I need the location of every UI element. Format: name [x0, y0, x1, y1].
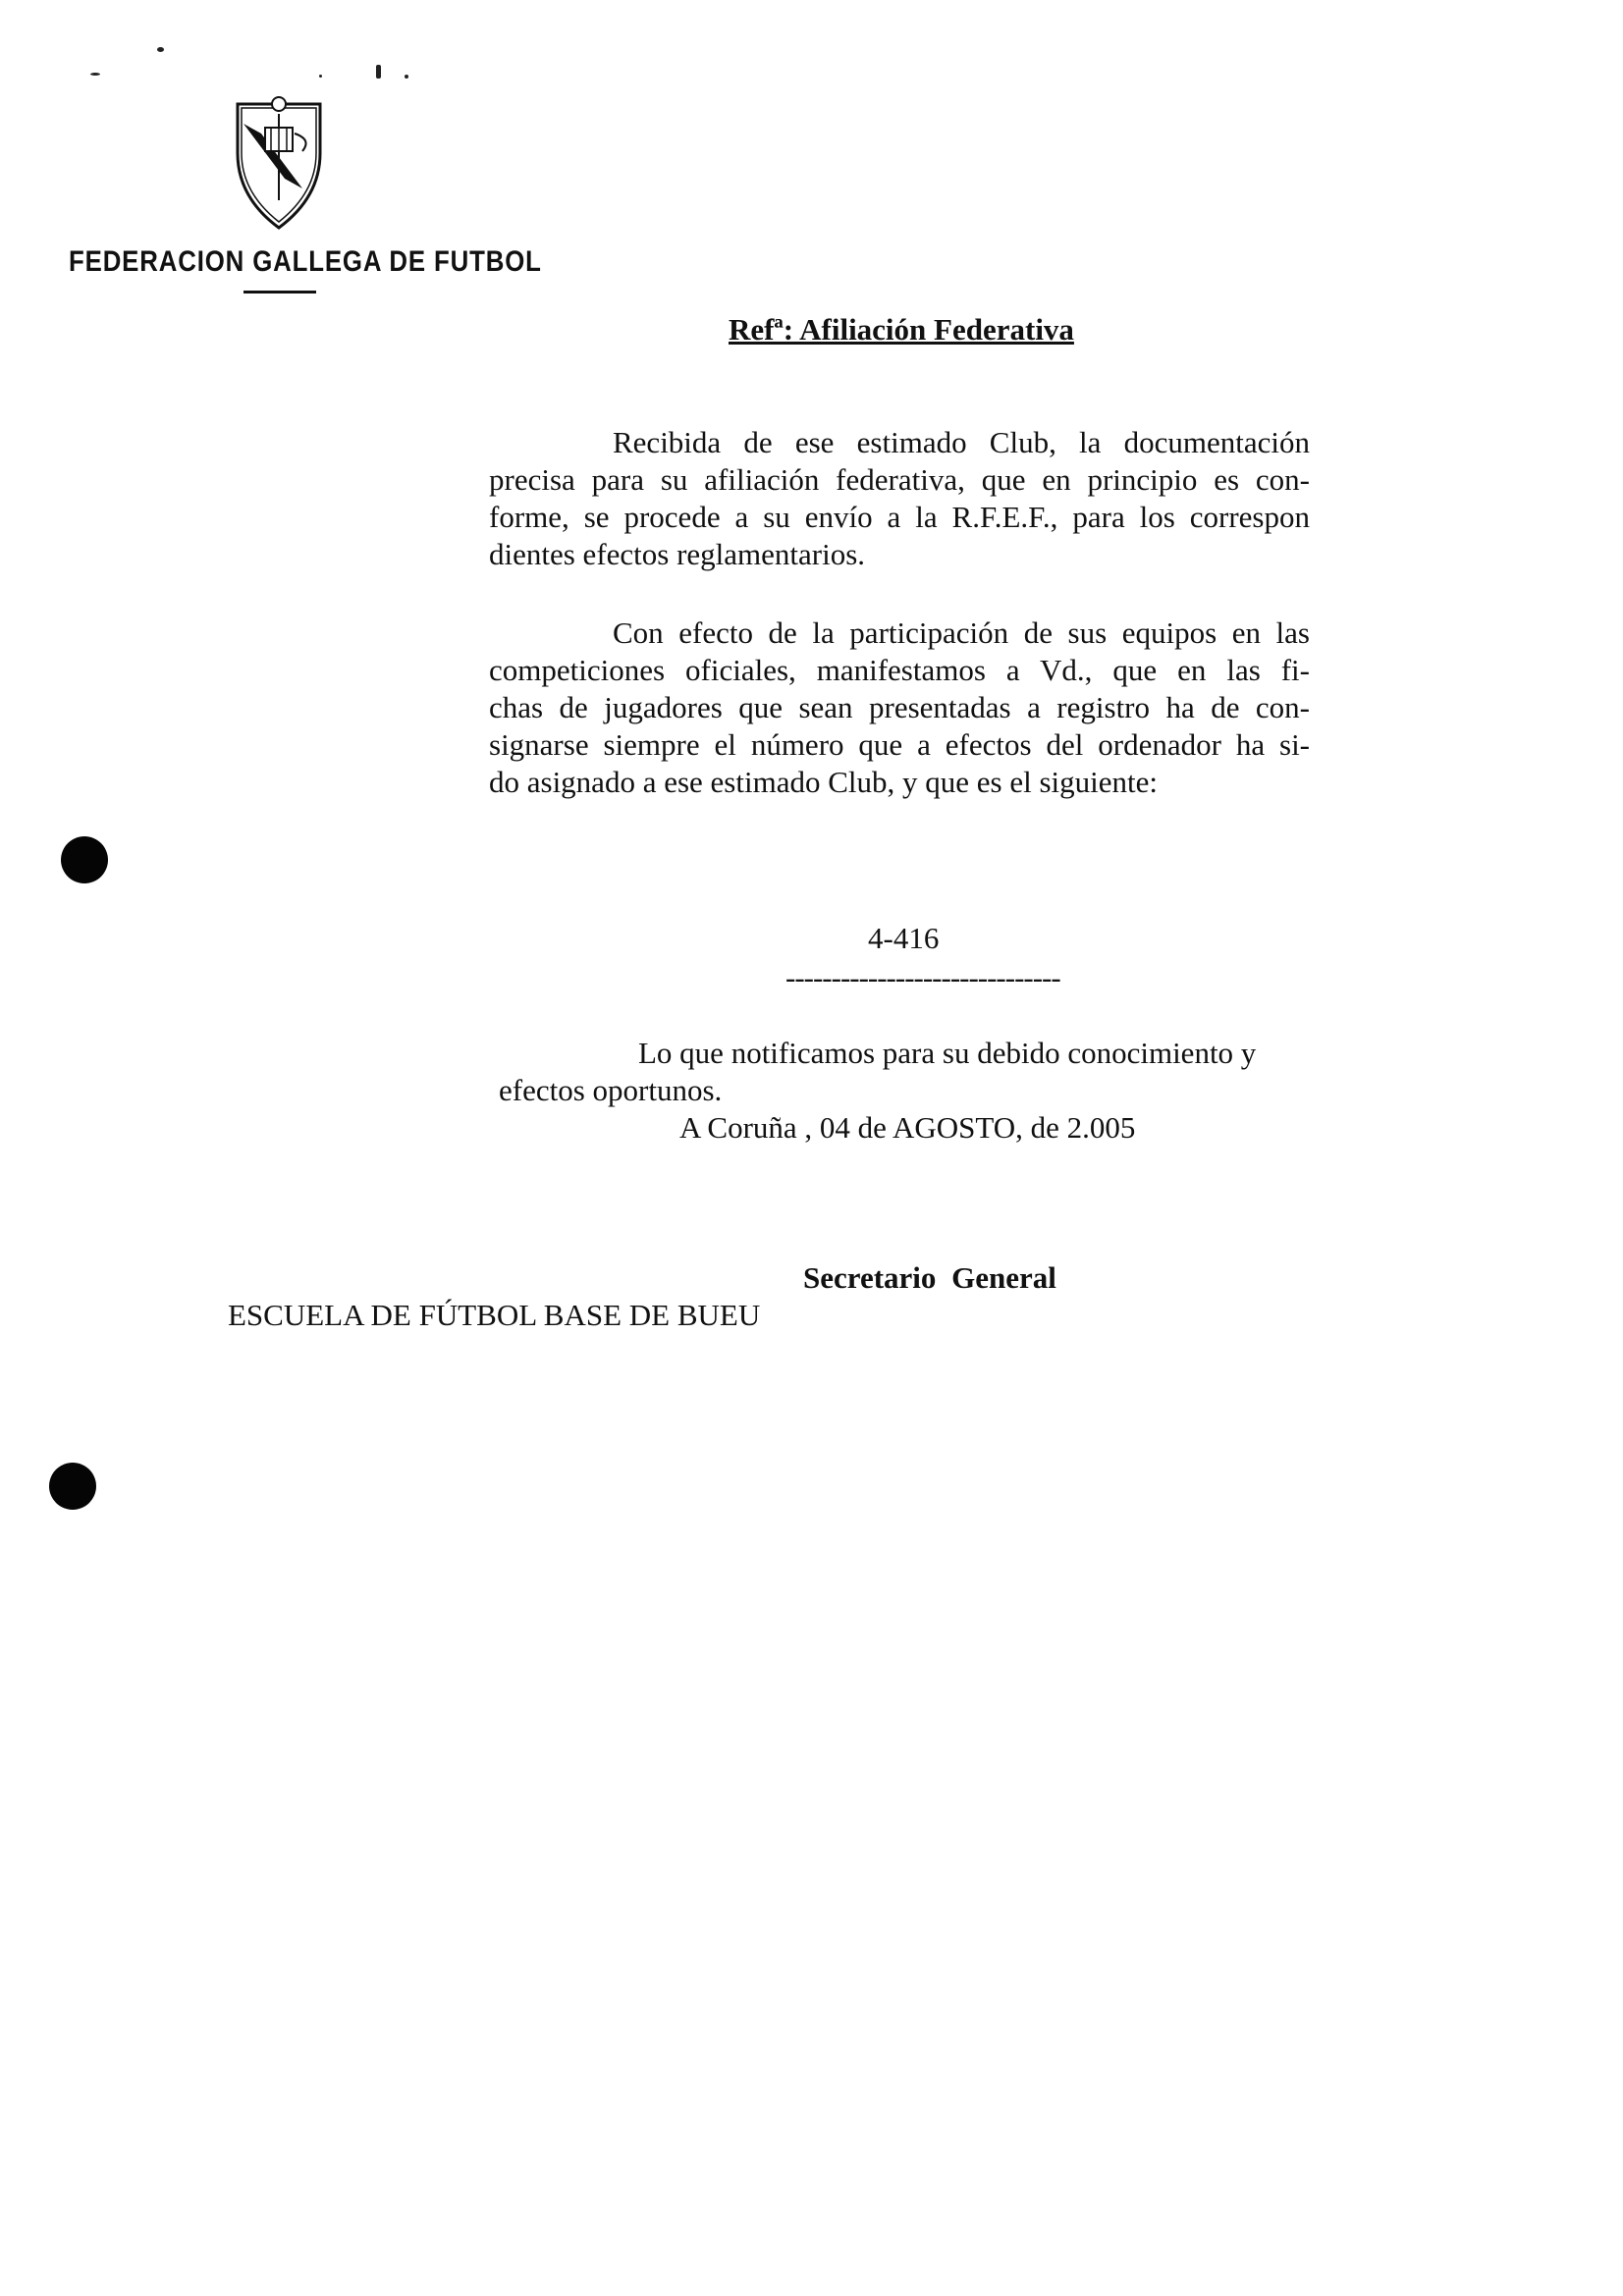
scan-speck — [319, 75, 322, 78]
place-and-date: A Coruña , 04 de AGOSTO, de 2.005 — [679, 1110, 1136, 1145]
paragraph-line: signarse siempre el número que a efectos del ordenador ha si- — [489, 727, 1310, 762]
scan-speck — [376, 65, 381, 79]
signature-title: Secretario General — [803, 1260, 1056, 1295]
club-number: 4-416 — [868, 921, 940, 955]
organization-name: FEDERACION GALLEGA DE FUTBOL — [69, 245, 542, 278]
punch-hole — [61, 836, 108, 883]
paragraph-line: Lo que notificamos para su debido conocimiento y — [638, 1036, 1257, 1070]
paragraph-affiliation — [489, 424, 1310, 573]
paragraph-line: chas de jugadores que sean presentadas a registro ha de con- — [489, 690, 1310, 724]
punch-hole — [49, 1463, 96, 1510]
paragraph-competitions — [489, 614, 1310, 801]
paragraph-line: do asignado a ese estimado Club, y que es el siguiente: — [489, 765, 1158, 799]
closing-paragraph — [499, 1035, 1308, 1109]
scan-speck — [157, 47, 164, 52]
paragraph-line: Recibida de ese estimado Club, la documentación — [613, 425, 1310, 459]
federation-crest-icon — [234, 94, 324, 232]
club-number-underline: ------------------------------ — [785, 960, 1060, 994]
paragraph-line: dientes efectos reglamentarios. — [489, 537, 866, 571]
organization-underline — [243, 291, 316, 294]
paragraph-line: competiciones oficiales, manifestamos a Vd., que en las fi- — [489, 653, 1310, 687]
paragraph-line: Con efecto de la participación de sus equipos en las — [613, 615, 1310, 650]
paragraph-line: precisa para su afiliación federativa, que en principio es con- — [489, 462, 1310, 497]
scan-speck — [90, 73, 100, 76]
recipient-club: ESCUELA DE FÚTBOL BASE DE BUEU — [228, 1298, 761, 1332]
scan-speck — [405, 75, 408, 79]
reference-heading: Refª: Afiliación Federativa — [729, 312, 1074, 347]
paragraph-line: forme, se procede a su envío a la R.F.E.F., para los correspon — [489, 500, 1310, 534]
paragraph-line: efectos oportunos. — [499, 1073, 723, 1107]
